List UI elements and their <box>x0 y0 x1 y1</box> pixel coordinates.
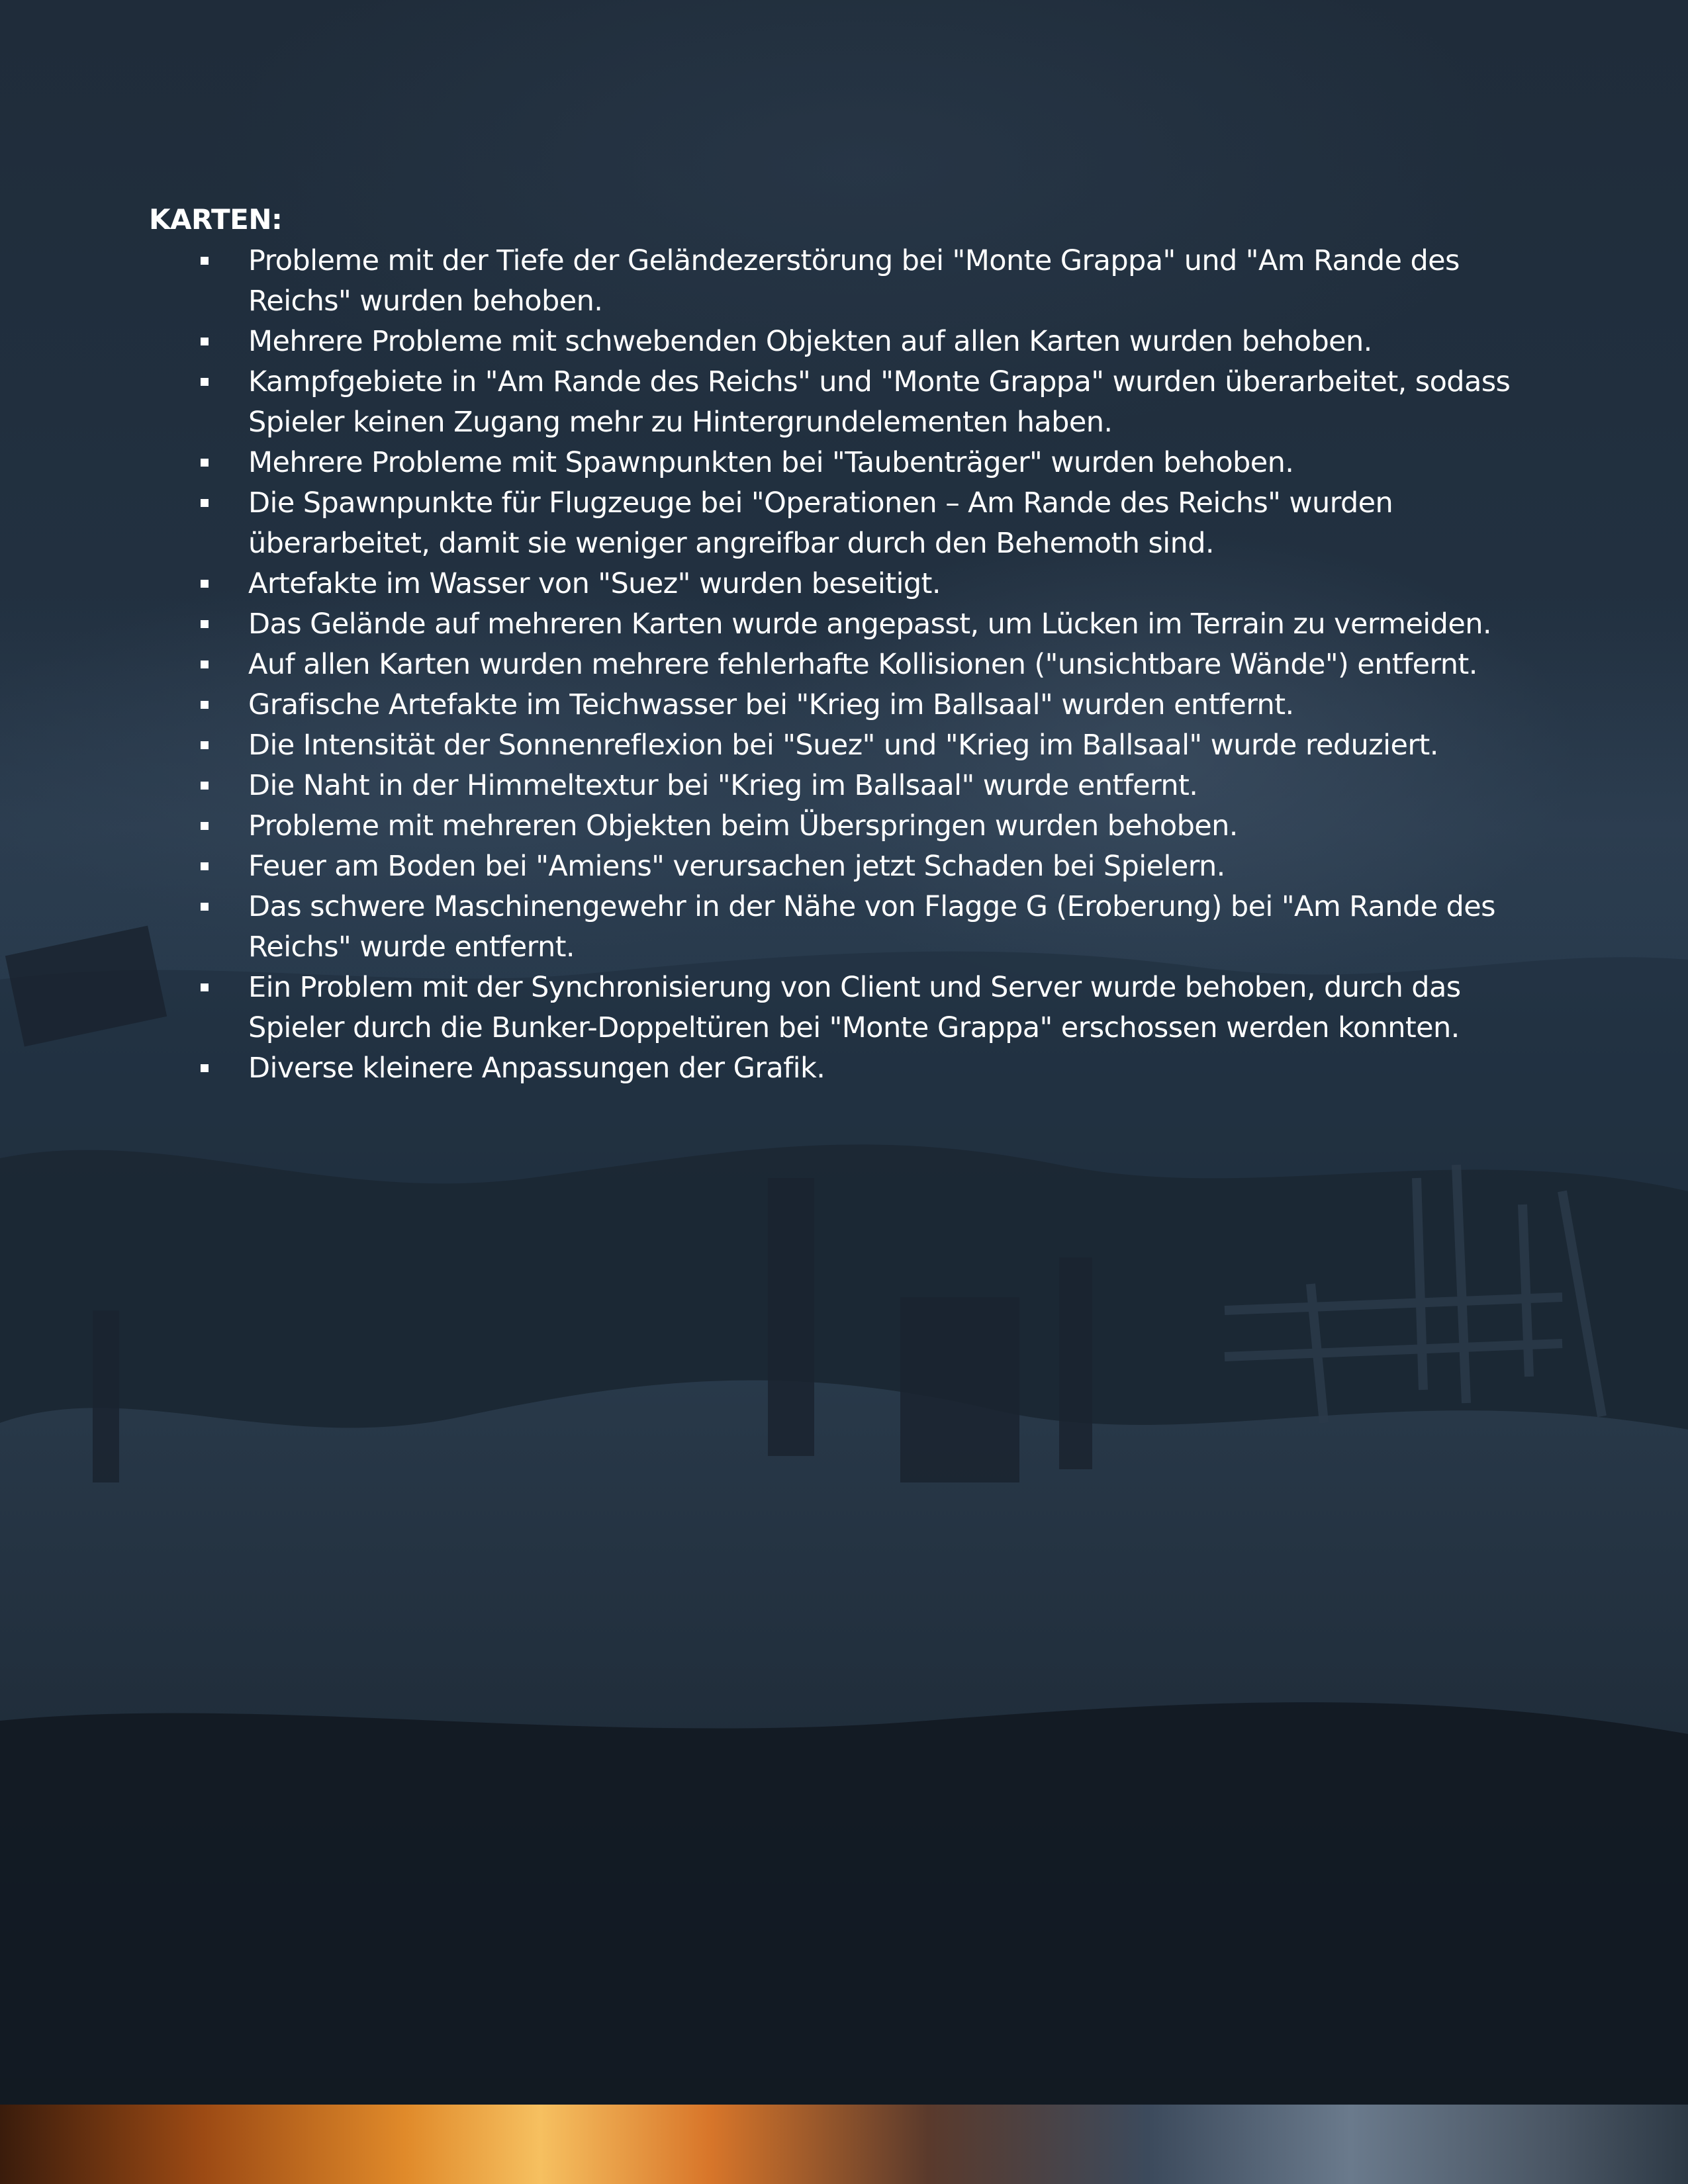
list-item-text: Ein Problem mit der Synchronisierung von Client und Server wurde behoben, durch das Spieler durch die Bunker-Doppeltüren bei "Monte Grappa" erschossen werden konnten. <box>248 971 1461 1044</box>
square-bullet-icon <box>201 499 209 507</box>
list-item-text: Mehrere Probleme mit schwebenden Objekten auf allen Karten wurden behoben. <box>248 325 1372 358</box>
list-item-text: Mehrere Probleme mit Spawnpunkten bei "Taubenträger" wurden behoben. <box>248 446 1294 479</box>
square-bullet-icon <box>201 338 209 345</box>
square-bullet-icon <box>201 741 209 749</box>
list-item-text: Das Gelände auf mehreren Karten wurde angepasst, um Lücken im Terrain zu vermeiden. <box>248 608 1491 641</box>
list-item <box>149 806 1552 846</box>
list-item-text: Probleme mit mehreren Objekten beim Überspringen wurden behoben. <box>248 809 1238 842</box>
list-item-text: Grafische Artefakte im Teichwasser bei "Krieg im Ballsaal" wurden entfernt. <box>248 688 1294 721</box>
list-item <box>149 725 1552 766</box>
list-item-text: Das schwere Maschinengewehr in der Nähe von Flagge G (Eroberung) bei "Am Rande des Reichs" wurde entfernt. <box>248 890 1495 964</box>
list-item <box>149 645 1552 685</box>
section-heading-karten: KARTEN: <box>149 203 283 236</box>
square-bullet-icon <box>201 580 209 588</box>
list-item <box>149 362 1552 443</box>
square-bullet-icon <box>201 701 209 709</box>
list-item-text: Feuer am Boden bei "Amiens" verursachen jetzt Schaden bei Spielern. <box>248 850 1225 883</box>
list-item-text: Die Naht in der Himmeltextur bei "Krieg im Ballsaal" wurde entfernt. <box>248 769 1198 802</box>
list-item <box>149 846 1552 887</box>
square-bullet-icon <box>201 620 209 628</box>
square-bullet-icon <box>201 862 209 870</box>
list-item-text: Artefakte im Wasser von "Suez" wurden beseitigt. <box>248 567 941 600</box>
patch-notes-content <box>149 199 1552 1089</box>
list-item <box>149 241 1552 322</box>
list-item <box>149 604 1552 645</box>
list-item-text: Die Intensität der Sonnenreflexion bei "Suez" und "Krieg im Ballsaal" wurde reduziert. <box>248 729 1438 762</box>
square-bullet-icon <box>201 903 209 911</box>
list-item <box>149 685 1552 725</box>
list-item <box>149 766 1552 806</box>
square-bullet-icon <box>201 1064 209 1072</box>
square-bullet-icon <box>201 782 209 790</box>
list-item-text: Diverse kleinere Anpassungen der Grafik. <box>248 1052 825 1085</box>
list-item <box>149 564 1552 604</box>
list-item <box>149 322 1552 362</box>
square-bullet-icon <box>201 378 209 386</box>
square-bullet-icon <box>201 660 209 668</box>
square-bullet-icon <box>201 257 209 265</box>
list-item-text: Kampfgebiete in "Am Rande des Reichs" und "Monte Grappa" wurden überarbeitet, sodass Spieler keinen Zugang mehr zu Hintergrundelementen haben. <box>248 365 1511 439</box>
list-item <box>149 887 1552 968</box>
list-item <box>149 1048 1552 1089</box>
square-bullet-icon <box>201 459 209 467</box>
list-item <box>149 968 1552 1048</box>
list-item-text: Die Spawnpunkte für Flugzeuge bei "Operationen – Am Rande des Reichs" wurden überarbeitet, damit sie weniger angreifbar durch den Behemoth sind. <box>248 486 1393 560</box>
list-item <box>149 483 1552 564</box>
list-item-text: Probleme mit der Tiefe der Geländezerstörung bei "Monte Grappa" und "Am Rande des Reichs" wurden behoben. <box>248 244 1460 318</box>
karten-bullet-list <box>149 241 1552 1089</box>
square-bullet-icon <box>201 983 209 991</box>
list-item <box>149 443 1552 483</box>
list-item-text: Auf allen Karten wurden mehrere fehlerhafte Kollisionen ("unsichtbare Wände") entfernt. <box>248 648 1477 681</box>
square-bullet-icon <box>201 822 209 830</box>
fire-explosion-strip <box>0 2105 1688 2184</box>
